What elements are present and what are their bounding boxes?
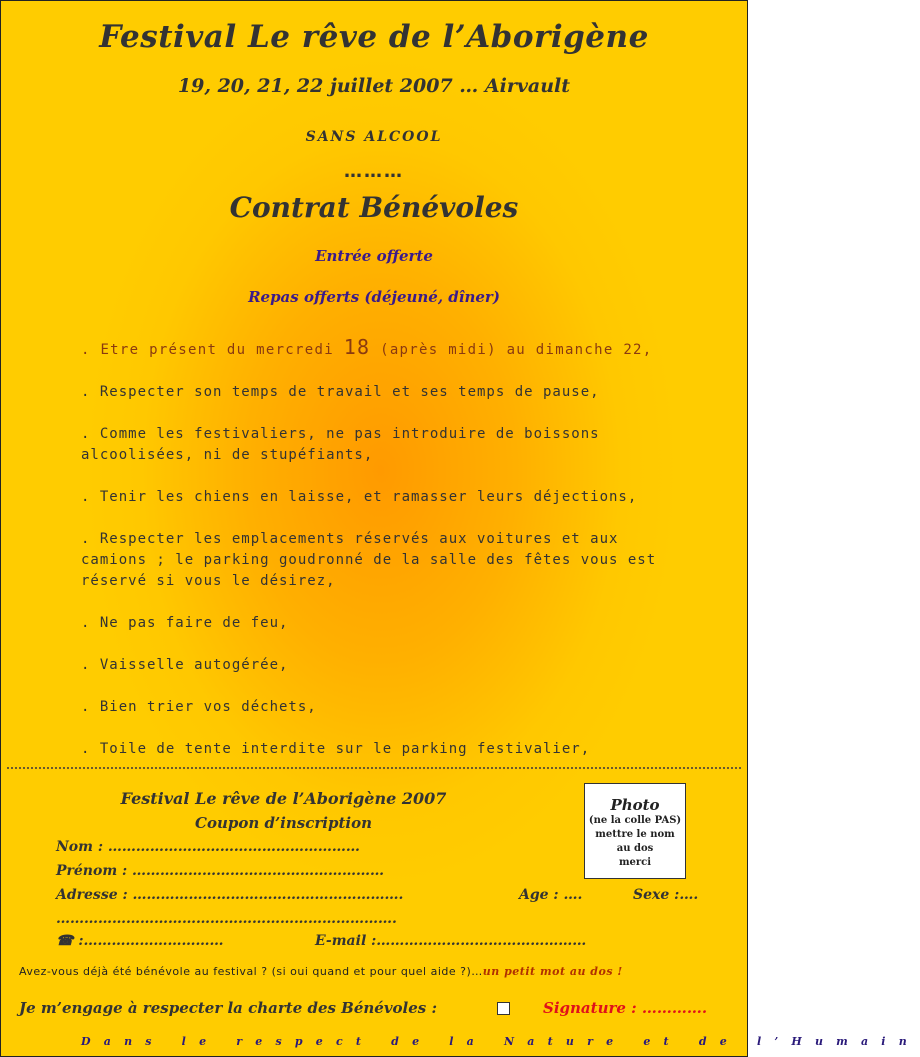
cut-line-divider — [7, 767, 741, 769]
rule-item: . Toile de tente interdite sur le parking festivalier, — [81, 741, 591, 757]
rule-item: . Comme les festivaliers, ne pas introduire de boissons alcoolisées, ni de stupéfiants, — [81, 426, 600, 463]
commitment-statement: Je m’engage à respecter la charte des Bénévoles : — [19, 999, 437, 1017]
footer-motto: Dans le respect de la Nature et de l’Humain — [81, 1035, 920, 1048]
signature-field[interactable]: Signature : …………. — [543, 999, 708, 1017]
adresse-continuation-field[interactable]: ………………………………………………………………. — [56, 911, 397, 927]
rule-item: . Ne pas faire de feu, — [81, 615, 289, 631]
nom-field[interactable]: Nom : ……………………………………………… — [56, 839, 360, 855]
phone-field[interactable] — [56, 933, 224, 949]
rule-text: . Etre présent du mercredi — [81, 342, 344, 358]
previous-volunteer-question — [19, 965, 623, 978]
phone-icon: ☎ — [56, 933, 74, 949]
phone-field-label: :………………………… — [73, 933, 224, 949]
question-text: Avez-vous déjà été bénévole au festival ? (si oui quand et pour quel aide ?)… — [19, 965, 483, 978]
rule-text: (après midi) au dimanche 22, — [370, 342, 653, 358]
photo-title: Photo — [610, 796, 660, 814]
photo-box — [584, 783, 686, 879]
coupon-title: Festival Le rêve de l’Aborigène 2007 — [120, 789, 447, 808]
festival-dates: 19, 20, 21, 22 juillet 2007 … Airvault — [177, 75, 571, 97]
question-note: un petit mot au dos ! — [482, 965, 623, 978]
volunteer-rules-list — [81, 337, 661, 781]
sexe-field[interactable]: Sexe :…. — [633, 887, 699, 903]
contract-title: Contrat Bénévoles — [229, 191, 519, 224]
photo-note: merci — [618, 857, 652, 868]
coupon-subtitle: Coupon d’inscription — [195, 814, 372, 832]
rule-item: . Respecter les emplacements réservés aux voitures et aux camions ; le parking goudronné de la salle des fêtes vous est réservé si vous le désirez, — [81, 531, 657, 589]
rule-item — [81, 337, 661, 361]
prenom-field[interactable]: Prénom : ……………………………………………… — [56, 863, 385, 879]
email-field[interactable]: E-mail :……………………………………… — [315, 933, 587, 949]
photo-note: au dos — [616, 843, 654, 854]
rule-item: . Bien trier vos déchets, — [81, 699, 317, 715]
rule-item: . Tenir les chiens en laisse, et ramasser leurs déjections, — [81, 489, 638, 505]
photo-note: (ne la colle PAS) — [588, 815, 682, 826]
free-meals-label: Repas offerts (déjeuné, dîner) — [248, 288, 500, 306]
festival-title: Festival Le rêve de l’Aborigène — [99, 19, 649, 55]
adresse-field[interactable]: Adresse : …………………………………………………. — [56, 887, 404, 903]
no-alcohol-label: SANS ALCOOL — [305, 129, 443, 145]
start-day-number: 18 — [343, 335, 371, 359]
free-entry-label: Entrée offerte — [315, 247, 433, 265]
rule-item: . Vaisselle autogérée, — [81, 657, 289, 673]
photo-note: mettre le nom — [595, 829, 675, 840]
commitment-checkbox[interactable] — [497, 1002, 510, 1015]
age-field[interactable]: Age : …. — [519, 887, 583, 903]
dots-divider: ……… — [344, 161, 404, 182]
rule-item: . Respecter son temps de travail et ses temps de pause, — [81, 384, 600, 400]
